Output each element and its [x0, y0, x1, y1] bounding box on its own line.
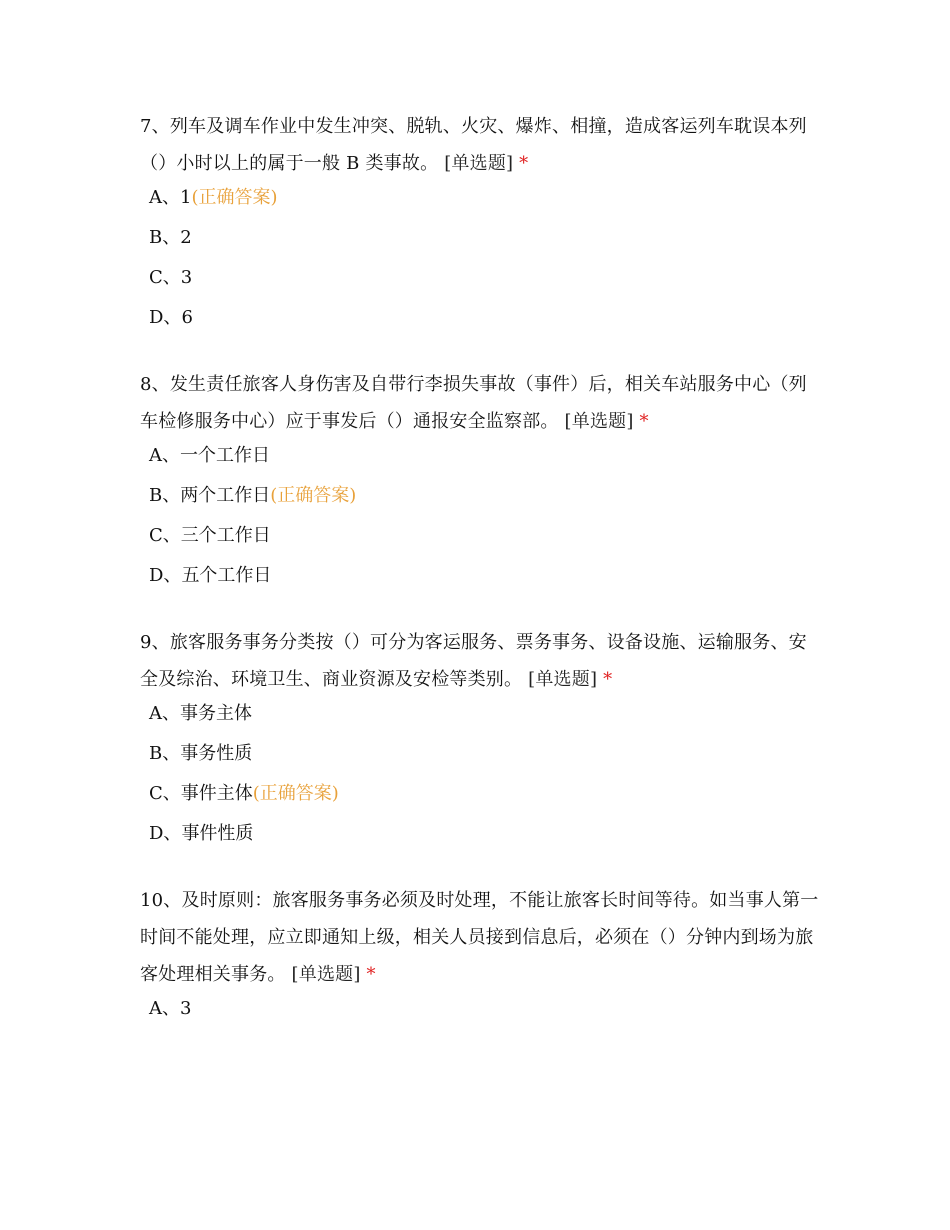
question-type-label: [单选题]	[291, 964, 361, 985]
question-number: 7、	[140, 116, 170, 137]
question-stem: 列车及调车作业中发生冲突、脱轨、火灾、爆炸、相撞，造成客运列车耽误本列（）小时以上的属于一般 B 类事故。	[140, 116, 807, 174]
question-7	[140, 108, 820, 330]
correct-answer-tag: (正确答案)	[191, 187, 278, 208]
option-label: A、	[149, 998, 180, 1019]
option-label: D、	[149, 307, 182, 328]
option-label: A、	[149, 445, 180, 466]
questionnaire-page	[140, 108, 820, 1057]
question-text	[140, 366, 820, 440]
question-10	[140, 882, 820, 1021]
option-text: 事件主体	[180, 783, 253, 804]
option-b	[149, 484, 820, 508]
required-mark: *	[639, 411, 649, 432]
option-text: 3	[180, 998, 192, 1019]
option-label: C、	[149, 267, 181, 288]
option-a	[149, 444, 820, 468]
option-d	[149, 306, 820, 330]
option-text: 事务性质	[180, 743, 253, 764]
question-number: 10、	[140, 890, 182, 911]
option-text: 事件性质	[181, 823, 254, 844]
option-label: A、	[149, 703, 180, 724]
correct-answer-tag: (正确答案)	[252, 783, 339, 804]
option-label: D、	[149, 823, 182, 844]
option-text: 2	[180, 227, 192, 248]
option-list	[140, 444, 820, 588]
option-text: 一个工作日	[180, 445, 270, 466]
option-label: B、	[149, 485, 181, 506]
question-type-label: [单选题]	[564, 411, 634, 432]
option-c	[149, 524, 820, 548]
option-list	[140, 186, 820, 330]
option-text: 1	[180, 187, 192, 208]
question-8	[140, 366, 820, 588]
question-type-label: [单选题]	[444, 153, 514, 174]
option-d	[149, 564, 820, 588]
option-label: A、	[149, 187, 180, 208]
question-stem: 及时原则：旅客服务事务必须及时处理，不能让旅客长时间等待。如当事人第一时间不能处理，应立即通知上级，相关人员接到信息后，必须在（）分钟内到场为旅客处理相关事务。	[140, 890, 819, 985]
option-text: 三个工作日	[180, 525, 271, 546]
option-b	[149, 226, 820, 250]
required-mark: *	[603, 669, 613, 690]
question-text	[140, 624, 820, 698]
correct-answer-tag: (正确答案)	[270, 485, 357, 506]
option-text: 五个工作日	[181, 565, 272, 586]
option-c	[149, 782, 820, 806]
question-type-label: [单选题]	[528, 669, 598, 690]
question-stem: 发生责任旅客人身伤害及自带行李损失事故（事件）后，相关车站服务中心（列车检修服务中心）应于事发后（）通报安全监察部。	[140, 374, 807, 432]
option-c	[149, 266, 820, 290]
question-9	[140, 624, 820, 846]
option-text: 事务主体	[180, 703, 252, 724]
option-label: B、	[149, 227, 181, 248]
option-b	[149, 742, 820, 766]
question-number: 8、	[140, 374, 170, 395]
option-text: 两个工作日	[180, 485, 271, 506]
question-text	[140, 882, 820, 993]
option-a	[149, 997, 820, 1021]
required-mark: *	[366, 964, 376, 985]
option-list	[140, 702, 820, 846]
option-label: D、	[149, 565, 182, 586]
question-text	[140, 108, 820, 182]
option-list	[140, 997, 820, 1021]
required-mark: *	[519, 153, 529, 174]
option-label: C、	[149, 783, 181, 804]
question-number: 9、	[140, 632, 170, 653]
question-stem: 旅客服务事务分类按（）可分为客运服务、票务事务、设备设施、运输服务、安全及综治、环境卫生、商业资源及安检等类别。	[140, 632, 807, 690]
option-a	[149, 702, 820, 726]
option-text: 3	[180, 267, 193, 288]
option-text: 6	[181, 307, 193, 328]
option-d	[149, 822, 820, 846]
option-a	[149, 186, 820, 210]
option-label: B、	[149, 743, 181, 764]
option-label: C、	[149, 525, 181, 546]
